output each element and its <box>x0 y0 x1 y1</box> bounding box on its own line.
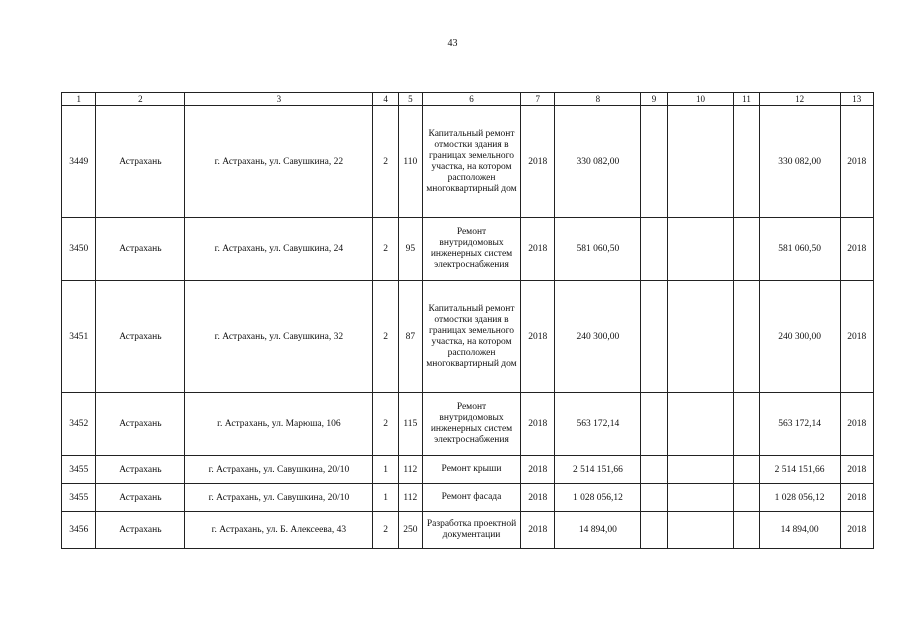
cell-col11 <box>734 456 759 484</box>
cell-address: г. Астрахань, ул. Савушкина, 24 <box>185 218 373 281</box>
cell-col9 <box>641 106 667 218</box>
cell-year: 2018 <box>521 512 555 549</box>
cell-end-year: 2018 <box>840 106 873 218</box>
cell-city: Астрахань <box>96 456 185 484</box>
column-header: 3 <box>185 93 373 106</box>
cell-col9 <box>641 456 667 484</box>
column-header: 6 <box>422 93 520 106</box>
cell-col11 <box>734 218 759 281</box>
cell-end-year: 2018 <box>840 281 873 393</box>
cell-id: 3450 <box>62 218 96 281</box>
cell-col5: 110 <box>398 106 422 218</box>
cell-city: Астрахань <box>96 484 185 512</box>
column-header: 12 <box>759 93 840 106</box>
cell-col10 <box>667 456 734 484</box>
cell-col9 <box>641 281 667 393</box>
cell-col9 <box>641 512 667 549</box>
cell-work-type: Ремонт внутридомовых инженерных систем электроснабжения <box>422 218 520 281</box>
cell-end-year: 2018 <box>840 393 873 456</box>
cell-total: 563 172,14 <box>759 393 840 456</box>
cell-cost: 240 300,00 <box>555 281 641 393</box>
cell-cost: 2 514 151,66 <box>555 456 641 484</box>
column-header: 4 <box>373 93 398 106</box>
cell-address: г. Астрахань, ул. Савушкина, 32 <box>185 281 373 393</box>
cell-col10 <box>667 218 734 281</box>
cell-cost: 581 060,50 <box>555 218 641 281</box>
column-header: 10 <box>667 93 734 106</box>
cell-id: 3449 <box>62 106 96 218</box>
cell-work-type: Капитальный ремонт отмостки здания в границах земельного участка, на котором расположен многоквартирный дом <box>422 106 520 218</box>
column-header: 2 <box>96 93 185 106</box>
cell-city: Астрахань <box>96 281 185 393</box>
cell-year: 2018 <box>521 281 555 393</box>
cell-col5: 112 <box>398 484 422 512</box>
cell-city: Астрахань <box>96 512 185 549</box>
cell-address: г. Астрахань, ул. Савушкина, 22 <box>185 106 373 218</box>
cell-end-year: 2018 <box>840 484 873 512</box>
cell-year: 2018 <box>521 456 555 484</box>
cell-col11 <box>734 512 759 549</box>
cell-col9 <box>641 484 667 512</box>
cell-address: г. Астрахань, ул. Марюша, 106 <box>185 393 373 456</box>
cell-address: г. Астрахань, ул. Б. Алексеева, 43 <box>185 512 373 549</box>
cell-col4: 1 <box>373 484 398 512</box>
cell-end-year: 2018 <box>840 456 873 484</box>
cell-city: Астрахань <box>96 218 185 281</box>
column-header: 5 <box>398 93 422 106</box>
table-row <box>62 281 874 393</box>
cell-end-year: 2018 <box>840 512 873 549</box>
column-header: 9 <box>641 93 667 106</box>
cell-col11 <box>734 281 759 393</box>
cell-work-type: Ремонт фасада <box>422 484 520 512</box>
page-number: 43 <box>447 38 458 49</box>
column-header: 11 <box>734 93 759 106</box>
cell-year: 2018 <box>521 393 555 456</box>
table-header-row <box>62 93 874 106</box>
cell-col10 <box>667 281 734 393</box>
cell-col4: 1 <box>373 456 398 484</box>
program-table <box>61 92 874 549</box>
cell-id: 3456 <box>62 512 96 549</box>
cell-total: 2 514 151,66 <box>759 456 840 484</box>
cell-cost: 563 172,14 <box>555 393 641 456</box>
cell-city: Астрахань <box>96 106 185 218</box>
cell-work-type: Разработка проектной документации <box>422 512 520 549</box>
cell-id: 3455 <box>62 456 96 484</box>
cell-cost: 1 028 056,12 <box>555 484 641 512</box>
cell-col4: 2 <box>373 106 398 218</box>
cell-col4: 2 <box>373 281 398 393</box>
table-row <box>62 512 874 549</box>
cell-total: 240 300,00 <box>759 281 840 393</box>
cell-col9 <box>641 218 667 281</box>
cell-col5: 250 <box>398 512 422 549</box>
cell-cost: 330 082,00 <box>555 106 641 218</box>
cell-city: Астрахань <box>96 393 185 456</box>
table-row <box>62 393 874 456</box>
cell-total: 330 082,00 <box>759 106 840 218</box>
cell-end-year: 2018 <box>840 218 873 281</box>
cell-col4: 2 <box>373 393 398 456</box>
cell-id: 3452 <box>62 393 96 456</box>
cell-col11 <box>734 393 759 456</box>
table-row <box>62 456 874 484</box>
cell-col10 <box>667 393 734 456</box>
column-header: 13 <box>840 93 873 106</box>
cell-col10 <box>667 484 734 512</box>
cell-address: г. Астрахань, ул. Савушкина, 20/10 <box>185 484 373 512</box>
cell-total: 1 028 056,12 <box>759 484 840 512</box>
cell-id: 3451 <box>62 281 96 393</box>
table-row <box>62 484 874 512</box>
cell-col4: 2 <box>373 512 398 549</box>
cell-id: 3455 <box>62 484 96 512</box>
cell-year: 2018 <box>521 106 555 218</box>
cell-col9 <box>641 393 667 456</box>
cell-total: 581 060,50 <box>759 218 840 281</box>
cell-col4: 2 <box>373 218 398 281</box>
table-row <box>62 218 874 281</box>
cell-col11 <box>734 106 759 218</box>
column-header: 7 <box>521 93 555 106</box>
cell-address: г. Астрахань, ул. Савушкина, 20/10 <box>185 456 373 484</box>
cell-work-type: Ремонт крыши <box>422 456 520 484</box>
cell-col5: 87 <box>398 281 422 393</box>
cell-year: 2018 <box>521 218 555 281</box>
column-header: 1 <box>62 93 96 106</box>
cell-col11 <box>734 484 759 512</box>
cell-col10 <box>667 106 734 218</box>
cell-col10 <box>667 512 734 549</box>
cell-cost: 14 894,00 <box>555 512 641 549</box>
cell-work-type: Капитальный ремонт отмостки здания в границах земельного участка, на котором расположен многоквартирный дом <box>422 281 520 393</box>
cell-col5: 112 <box>398 456 422 484</box>
cell-work-type: Ремонт внутридомовых инженерных систем электроснабжения <box>422 393 520 456</box>
cell-col5: 115 <box>398 393 422 456</box>
table-row <box>62 106 874 218</box>
cell-total: 14 894,00 <box>759 512 840 549</box>
cell-year: 2018 <box>521 484 555 512</box>
column-header: 8 <box>555 93 641 106</box>
cell-col5: 95 <box>398 218 422 281</box>
